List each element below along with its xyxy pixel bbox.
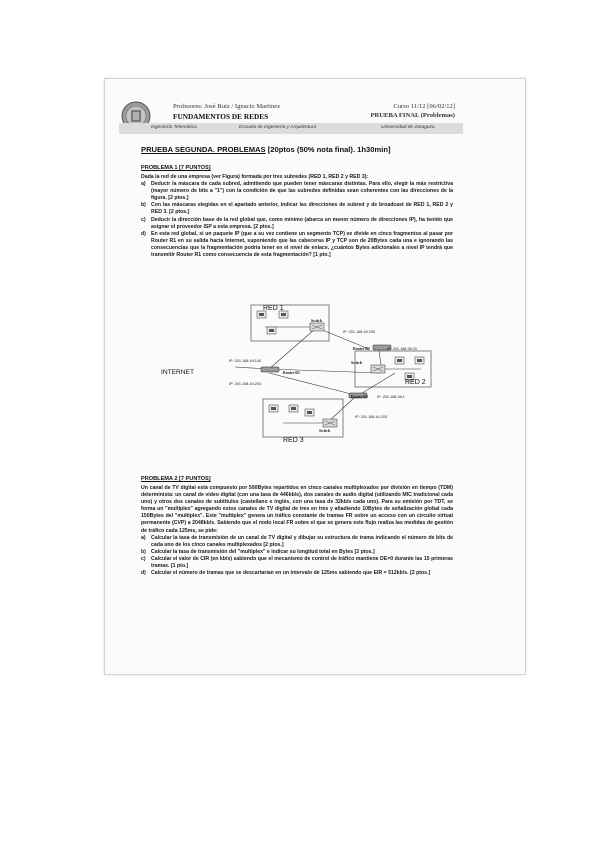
- band-university: Universidad de Zaragoza: [381, 125, 435, 130]
- exam-title: [141, 145, 391, 154]
- ip-r2-left: IP: 201.168.49.200: [343, 330, 376, 334]
- band-school: Escuela de Ingeniería y Arquitectura: [239, 125, 317, 130]
- problem2-intro: Un canal de TV digital está compuesto por 500Bytes repartidos en cinco canales multiplexados por división en tiempo (TDM) determinista: un canal de vídeo digital (con una tasa de 446kb/s), dos canales de audio digital (utilizando MIC tradicional cada uno) y otros dos canales de subtítulos (castellano e inglés, con una tasa de 32kb/s cada uno). Para su emisión por TDT, se forma un "multiplex" agregando estos canales de TV digital de tres en tres y añadiendo 10Bytes de señalización global cada 150Bytes del "multiplex". Este "multiplex" genera un tráfico constante de tramas FR sobre un acceso con un circuito virtual permanente (CVP) a 2048kb/s. Sabiendo que el nodo local FR sobre el que se genera este flujo realiza las medidas de gestión de tráfico cada 125ms, se pide:: [141, 485, 453, 534]
- label-router-r3: Router R3: [351, 395, 368, 399]
- problem2-heading: PROBLEMA 2 [7 PUNTOS]: [141, 476, 211, 482]
- header-teachers: Profesores: José Ruiz / Ignacio Martinez: [173, 103, 281, 110]
- exam-sheet: [104, 78, 526, 675]
- label-switch-red1: Switch: [311, 319, 322, 323]
- ip-r3-bottom: IP: 201.168.44.203: [355, 415, 388, 419]
- problem1-item-a: a) Deducir la máscara de cada subred, admitiendo que pueden tener máscaras distintas. Para ello, elegir la más restrictiva (mayor número de bits a "1") con la condición de que las subredes definidas sean coherentes con las direcciones de la figura. [2 ptos.]: [141, 181, 453, 202]
- label-red3: RED 3: [283, 437, 304, 444]
- label-switch-red2: Switch: [351, 361, 362, 365]
- exam-title-rest: [20ptos (50% nota final). 1h30min]: [265, 145, 391, 154]
- problem1-item-c: c) Deducir la dirección base de la red global que, como mínimo (abarca un menor número de direcciones IP), ha tenido que asignar el proveedor ISP a esta empresa. [2 ptos.]: [141, 216, 453, 230]
- problem1-item-b: b) Con las máscaras elegidas en el apartado anterior, indicar las direcciones de subred y de broadcast de RED 1, RED 2 y RED 3. [2 ptos.]: [141, 202, 453, 216]
- ip-r1-top: IP: 201.168.49.140: [229, 359, 262, 363]
- label-router-r1: Router R1: [283, 371, 300, 375]
- problem1-body: [141, 174, 453, 259]
- label-internet: INTERNET: [161, 369, 194, 376]
- network-diagram: [155, 297, 455, 457]
- ip-r2-right: IP: 201.168.38.20: [387, 347, 417, 351]
- exam-title-main: PRUEBA SEGUNDA. PROBLEMAS: [141, 145, 266, 154]
- header-exam: PRUEBA FINAL (Problemas): [370, 112, 455, 119]
- problem2-body: [141, 485, 453, 577]
- header-course: Curso 11/12 [06/02/12]: [393, 103, 455, 110]
- label-router-r2: Router R2: [353, 347, 370, 351]
- ip-r3-top: IP: 201.168.38.1: [377, 395, 405, 399]
- label-red2: RED 2: [405, 379, 426, 386]
- red3-box: [263, 399, 343, 437]
- problem1-intro: Dada la red de una empresa (ver Figura) formada por tres subredes (RED 1, RED 2 y RED 3):: [141, 174, 369, 180]
- problem2-item-c: c) Calcular el valor de CIR (en kb/s) sabiendo que el mecanismo de control de tráfico mantiene DE=0 durante las 15 primeras tramas. [1 pto.]: [141, 555, 453, 570]
- header-band: [119, 123, 463, 134]
- ip-r1-bottom: IP: 201.168.44.204: [229, 382, 262, 386]
- problem2-item-d: d) Calcular el número de tramas que se descartarían en un intervalo de 125ms sabiendo que EIR = 512kb/s. [2 ptos.]: [141, 570, 431, 577]
- problem2-item-b: b) Calcular la tasa de transmisión del "multiplex" e indicar su longitud total en Bytes [2 ptos.]: [141, 548, 375, 555]
- problem1-item-d: d) En esta red global, si un paquete IP (que a su vez contiene un segmento TCP) se divide en cinco fragmentos al pasar por Router R1 en su salida hacia Internet, suponiendo que las cabeceras IP y TCP son de 20Bytes cada una e ignorando las consecuencias que la fragmentación podría tener en el nivel de enlace, ¿cuántos Bytes adicionales a nivel IP tendrá que transmitir Router R1 como consecuencia de esta fragmentación? [1 pto.]: [141, 230, 453, 259]
- header-subject: FUNDAMENTOS DE REDES: [173, 112, 269, 121]
- router-r1-icon: [261, 367, 279, 372]
- problem2-item-a: a) Calcular la tasa de transmisión de un canal de TV digital y dibujar su estructura de trama indicando el número de bits de cada uno de los cinco canales multiplexados [2 ptos.]: [141, 534, 453, 548]
- label-switch-red3: Switch: [319, 429, 330, 433]
- band-degree: Ingeniería Telemática: [151, 125, 197, 130]
- problem1-heading: PROBLEMA 1 [7 PUNTOS]: [141, 165, 211, 171]
- label-red1: RED 1: [263, 305, 284, 312]
